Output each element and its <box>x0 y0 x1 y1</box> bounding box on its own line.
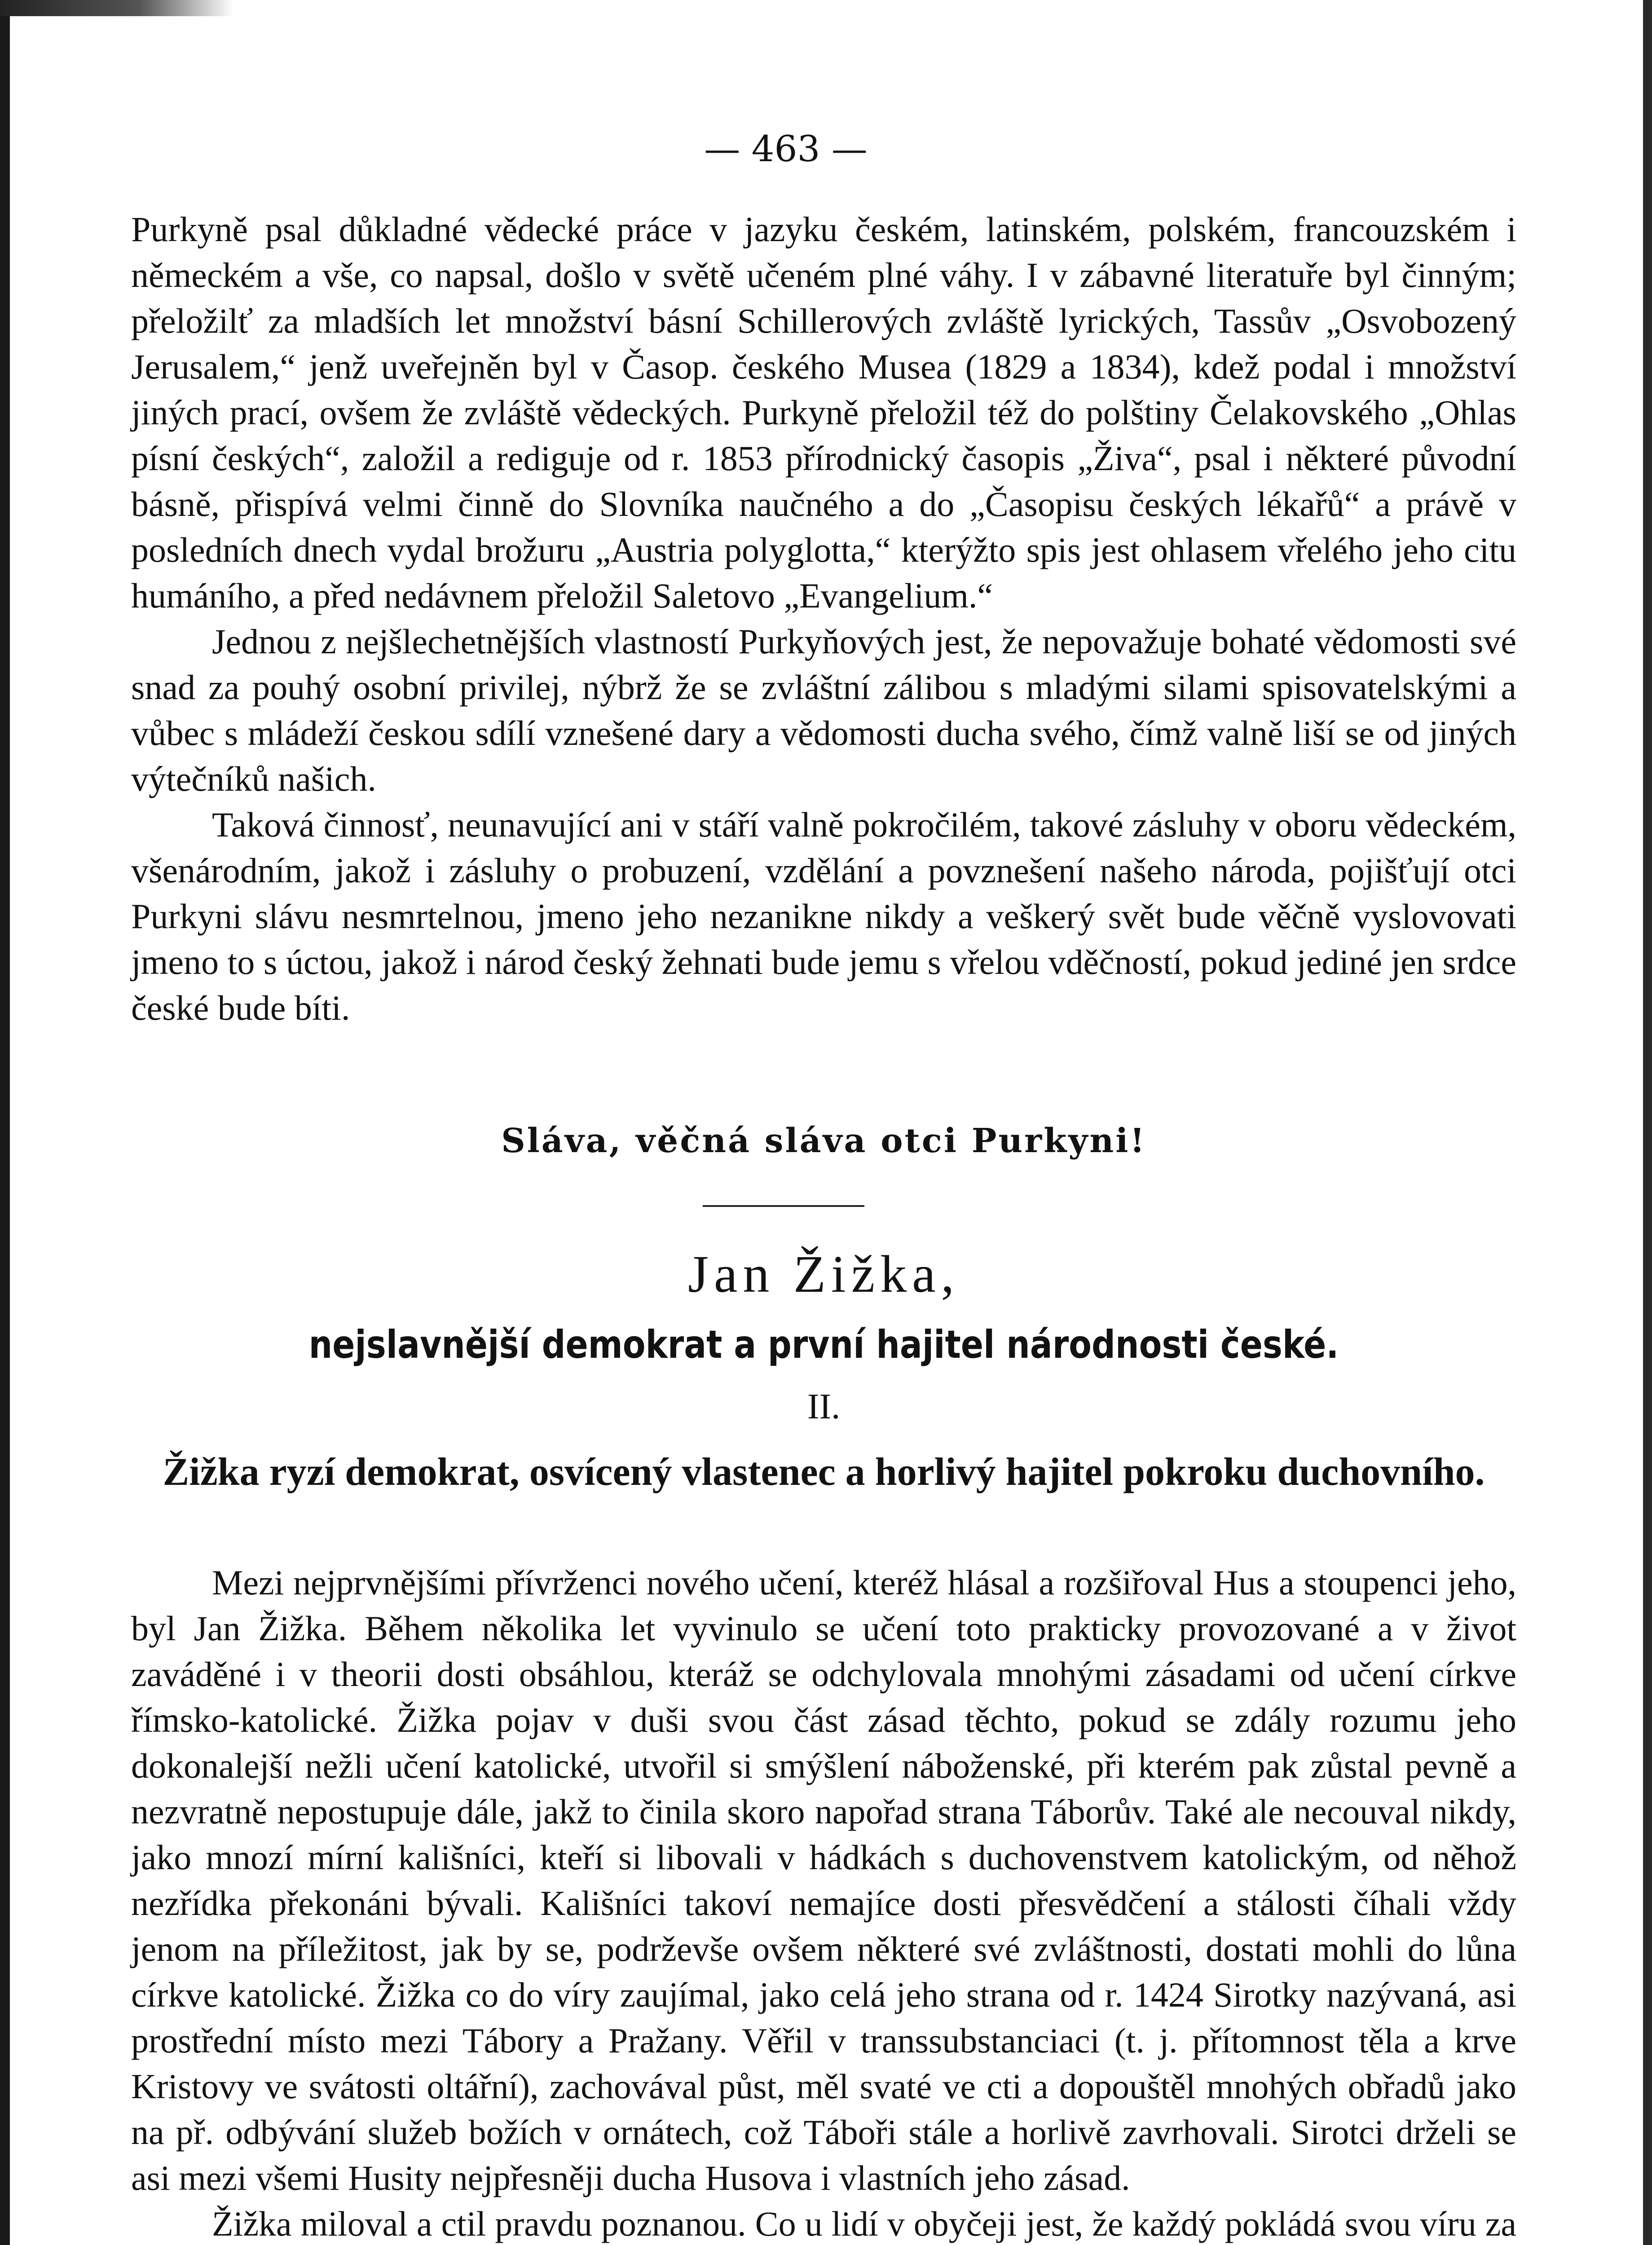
text-block-zizka <box>131 1560 1516 2245</box>
section-divider <box>703 1205 864 1207</box>
paragraph: Mezi nejprvnějšími přívrženci nového učení, kteréž hlásal a rozšiřoval Hus a stoupenci jeho, byl Jan Žižka. Během několika let vyvinulo se učení toto prakticky provozované a v život zaváděné i v theorii dosti obsáhlou, kteráž se odchylovala mnohými zásadami od učení církve římsko-katolické. Žižka pojav v duši svou část zásad těchto, pokud se zdály rozumu jeho dokonalejší nežli učení katolické, utvořil si smýšlení náboženské, při kterém pak zůstal pevně a nezvratně nepostupuje dále, jakž to činila skoro napořad strana Táborův. Také ale necouval nikdy, jako mnozí mírní kališníci, kteří si libovali v hádkách s duchovenstvem katolickým, od něhož nezřídka překonáni bývali. Kališníci takoví nemajíce dosti přesvědčení a stálosti číhali vždy jenom na příležitost, jak by se, podrževše ovšem některé své zvláštnosti, dostati mohli do lůna církve katolické. Žižka co do víry zaujímal, jako celá jeho strana od r. 1424 Sirotky nazývaná, asi prostřední místo mezi Tábory a Pražany. Věřil v transsubstanciaci (t. j. přítomnost těla a krve Kristovy ve svátosti oltářní), zachovával půst, měl svaté ve cti a dopouštěl mnohých obřadů jako na př. odbývání služeb božích v ornátech, což Táboři stále a horlivě zavrhovali. Sirotci drželi se asi mezi všemi Husity nejpřesněji ducha Husova i vlastních jeho zásad. <box>131 1563 1516 2197</box>
article-subtitle: nejslavnější demokrat a první hajitel národnosti české. <box>308 1322 1339 1367</box>
paragraph: Taková činnosť, neunavující ani v stáří valně pokročilém, takové zásluhy v oboru vědeckém, všenárodním, jakož i zásluhy o probuzení, vzdělání a povznešení našeho národa, pojišťují otci Purkyni slávu nesmrtelnou, jmeno jeho nezanikne nikdy a veškerý svět bude věčně vyslovovati jmeno to s úctou, jakož i národ český žehnati bude jemu s vřelou vděčností, pokud jediné jen srdce české bude bíti. <box>131 805 1516 1027</box>
text-block-purkyne <box>131 207 1516 1031</box>
paragraph: Purkyně psal důkladné vědecké práce v jazyku českém, latinském, polském, francouzském i německém a vše, co napsal, došlo v světě učeném plné váhy. I v zábavné literatuře byl činným; přeložilť za mladších let množství básní Schillerových zvláště lyrických, Tassův „Osvobozený Jerusalem,“ jenž uveřejněn byl v Časop. českého Musea (1829 a 1834), kdež podal i množství jiných prací, ovšem že zvláště vědeckých. Purkyně přeložil též do polštiny Čelakovského „Ohlas písní českých“, založil a rediguje od r. 1853 přírodnický časopis „Živa“, psal i některé původní básně, přispívá velmi činně do Slovníka naučného a do „Časopisu českých lékařů“ a právě v posledních dnech vydal brožuru „Austria polyglotta,“ kterýžto spis jest ohlasem vřelého jeho citu humáního, a před nedávnem přeložil Saletovo „Evangelium.“ <box>131 210 1516 615</box>
scan-edge-top <box>0 0 233 16</box>
page-number: — 463 — <box>704 128 868 170</box>
paragraph: Žižka miloval a ctil pravdu poznanou. Co u lidí v obyčeji jest, že každý pokládá svou víru za <box>212 2204 1516 2243</box>
closing-exclamation: Sláva, věčná sláva otci Purkyni! <box>501 1122 1146 1160</box>
article-title: Jan Žižka, <box>688 1245 960 1303</box>
section-heading: Žižka ryzí demokrat, osvícený vlastenec a horlivý hajitel pokroku duchovního. <box>163 1450 1485 1494</box>
scan-edge-left <box>0 0 10 2245</box>
paragraph: Jednou z nejšlechetnějších vlastností Purkyňových jest, že nepovažuje bohaté vědomosti své snad za pouhý osobní privilej, nýbrž že se zvláštní zálibou s mladými silami spisovatelskými a vůbec s mládeží českou sdílí vznešené dary a vědomosti ducha svého, čímž valně liší se od jiných výtečníků našich. <box>131 622 1516 798</box>
scan-edge-right <box>1643 0 1652 2245</box>
part-number: II. <box>807 1387 841 1426</box>
